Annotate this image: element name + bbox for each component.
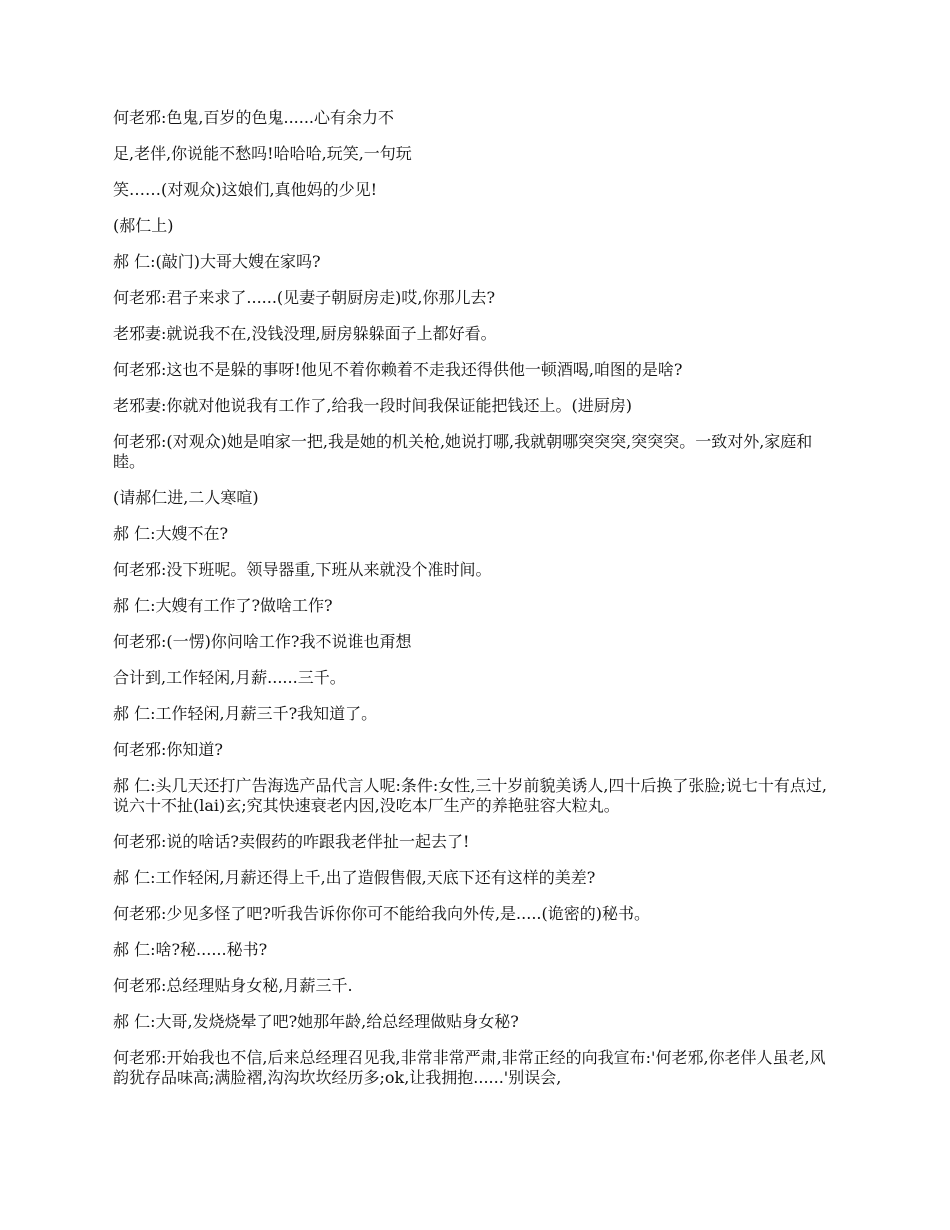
script-line: 足,老伴,你说能不愁吗!哈哈哈,玩笑,一句玩	[113, 144, 412, 163]
script-line: 郝 仁:(敲门)大哥大嫂在家吗?	[113, 252, 321, 271]
script-line: 何老邪:君子来求了......(见妻子朝厨房走)哎,你那儿去?	[113, 288, 496, 307]
script-line: 郝 仁:啥?秘......秘书?	[113, 940, 268, 959]
script-line: 何老邪:总经理贴身女秘,月薪三千.	[113, 976, 353, 995]
script-line: 老邪妻:你就对他说我有工作了,给我一段时间我保证能把钱还上。(进厨房)	[113, 396, 632, 415]
script-line: 郝 仁:工作轻闲,月薪还得上千,出了造假售假,天底下还有这样的美差?	[113, 868, 596, 887]
script-line: 何老邪:你知道?	[113, 740, 223, 759]
script-line: 何老邪:(对观众)她是咱家一把,我是她的机关枪,她说打哪,我就朝哪突突突,突突突。一致对外,家庭和睦。	[113, 432, 813, 471]
script-line: 郝 仁:大嫂不在?	[113, 524, 229, 543]
stage-direction: (请郝仁进,二人寒喧)	[113, 488, 259, 507]
document-page	[113, 108, 838, 1104]
script-line: 何老邪:这也不是躲的事呀!他见不着你赖着不走我还得供他一顿酒喝,咱图的是啥?	[113, 360, 683, 379]
script-line: 何老邪:没下班呢。领导器重,下班从来就没个准时间。	[113, 560, 492, 579]
script-line: 郝 仁:大嫂有工作了?做啥工作?	[113, 596, 333, 615]
script-line: 何老邪:(一愣)你问啥工作?我不说谁也甭想	[113, 632, 412, 651]
stage-direction: (郝仁上)	[113, 216, 174, 235]
script-line: 何老邪:色鬼,百岁的色鬼......心有余力不	[113, 108, 394, 127]
script-line: 郝 仁:大哥,发烧烧晕了吧?她那年龄,给总经理做贴身女秘?	[113, 1012, 519, 1031]
script-line: 郝 仁:工作轻闲,月薪三千?我知道了。	[113, 704, 378, 723]
script-line: 笑……(对观众)这娘们,真他妈的少见!	[113, 180, 378, 199]
script-line: 何老邪:少见多怪了吧?听我告诉你你可不能给我向外传,是.....(诡密的)秘书。	[113, 904, 650, 923]
script-line: 老邪妻:就说我不在,没钱没理,厨房躲躲面子上都好看。	[113, 324, 497, 343]
script-line: 合计到,工作轻闲,月薪......三千。	[113, 668, 346, 687]
script-line: 何老邪:说的啥话?卖假药的咋跟我老伴扯一起去了!	[113, 832, 470, 851]
script-line: 郝 仁:头几天还打广告海选产品代言人呢:条件:女性,三十岁前貌美诱人,四十后换了张脸;说七十有点过,说六十不扯(lai)玄;究其快速衰老内因,没吃本厂生产的养艳驻容大粒丸。	[113, 776, 827, 815]
script-line: 何老邪:开始我也不信,后来总经理召见我,非常非常严肃,非常正经的向我宣布:'何老邪,你老伴人虽老,风韵犹存品味高;满脸褶,沟沟坎坎经历多;ok,让我拥抱......'别误会,	[113, 1048, 826, 1087]
